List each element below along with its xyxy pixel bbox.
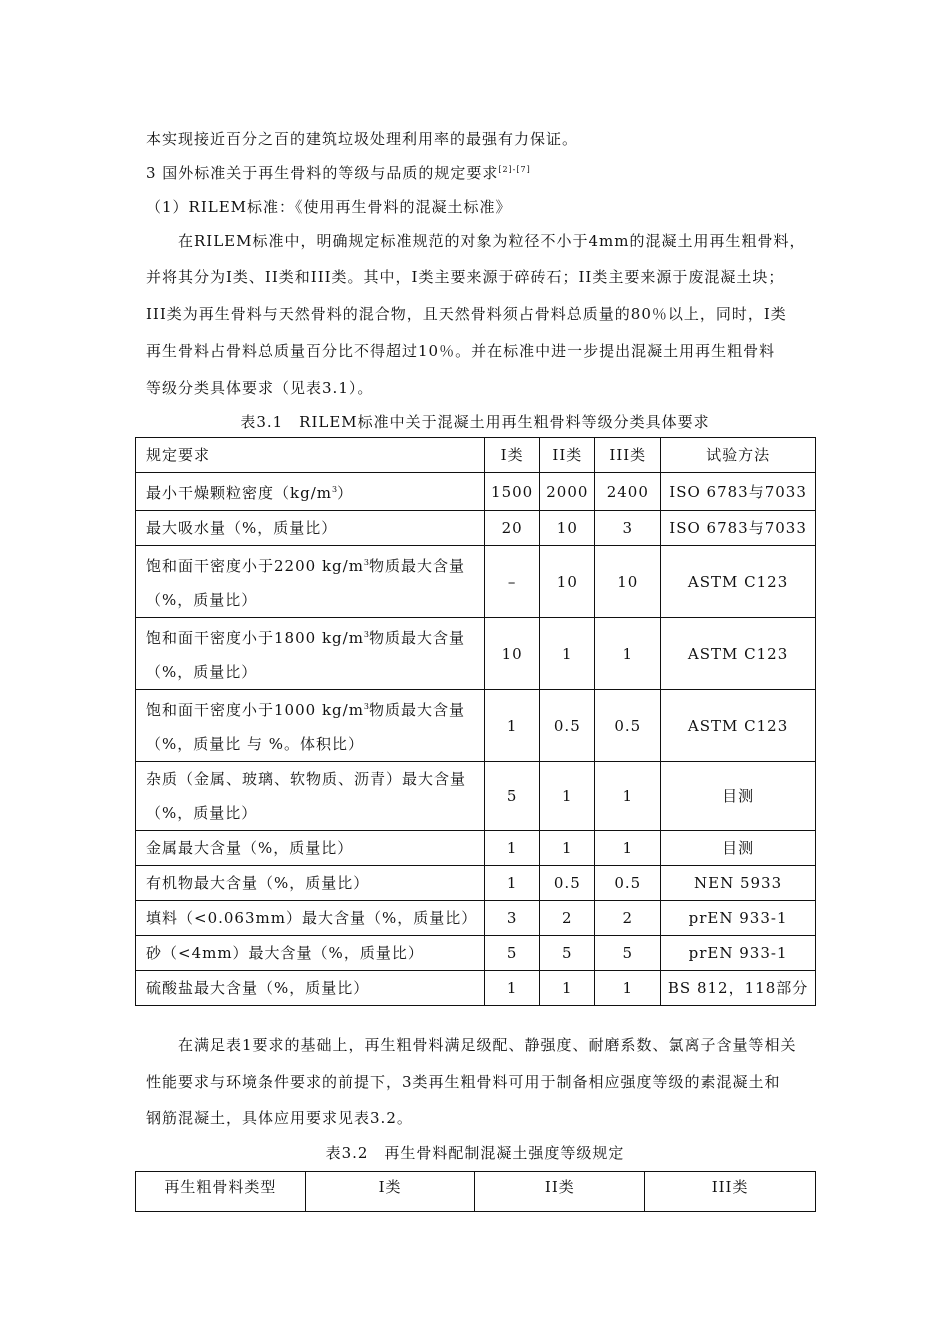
table1-requirement-cell: [136, 618, 485, 690]
requirement-text: 填料（<0.063mm）最大含量（%，质量比）: [146, 909, 478, 927]
table1-value-cell: 1: [540, 618, 595, 690]
subheading-rilem: （1）RILEM标准：《使用再生骨料的混凝土标准》: [146, 198, 512, 216]
requirement-text: 硫酸盐最大含量（%，质量比）: [146, 979, 370, 997]
table1-header-cell: III类: [595, 438, 661, 473]
requirement-text: 饱和面干密度小于1000 kg/m: [146, 701, 364, 719]
table1-header-cell: 规定要求: [136, 438, 485, 473]
table1-row: [136, 901, 816, 936]
table1-requirement-cell: [136, 901, 485, 936]
table1-requirement-cell: [136, 866, 485, 901]
table2: [135, 1171, 816, 1212]
table1-header-cell: 试验方法: [661, 438, 816, 473]
table1-value-cell: 1: [485, 690, 540, 762]
paragraph-line: 在RILEM标准中，明确规定标准规范的对象为粒径不小于4mm的混凝土用再生粗骨料，: [178, 232, 806, 250]
table2-caption: 表3.2 再生骨料配制混凝土强度等级规定: [325, 1144, 625, 1162]
table1-value-cell: 2000: [540, 473, 595, 511]
table1-header-row: [136, 438, 816, 473]
table1-value-cell: 2400: [595, 473, 661, 511]
table1-header-cell: II类: [540, 438, 595, 473]
table1-row: [136, 936, 816, 971]
requirement-text-tail: 物质最大含量: [369, 629, 466, 647]
table1-header-cell: I类: [485, 438, 540, 473]
table1-value-cell: 1500: [485, 473, 540, 511]
requirement-text: 饱和面干密度小于1800 kg/m: [146, 629, 364, 647]
table1-row: [136, 971, 816, 1006]
unit-superscript: 3: [331, 485, 338, 494]
requirement-text: 最小干燥颗粒密度（kg/m: [146, 484, 332, 502]
table2-header-row: [136, 1172, 816, 1212]
table1-value-cell: 5: [485, 936, 540, 971]
paragraph-line: 在满足表1要求的基础上，再生粗骨料满足级配、静强度、耐磨系数、氯离子含量等相关: [178, 1036, 797, 1054]
table1-row: [136, 831, 816, 866]
table1-row: [136, 511, 816, 546]
table1-value-cell: 3: [485, 901, 540, 936]
table1-method-cell: prEN 933-1: [661, 936, 816, 971]
table1-row: [136, 618, 816, 690]
table1-requirement-cell: [136, 546, 485, 618]
table1-method-cell: ASTM C123: [661, 546, 816, 618]
requirement-line: [146, 546, 478, 583]
requirement-text-tail: 物质最大含量: [369, 701, 466, 719]
table1-method-cell: ISO 6783与7033: [661, 511, 816, 546]
table1-value-cell: 1: [485, 971, 540, 1006]
table1-row: [136, 473, 816, 511]
table1-value-cell: 1: [595, 831, 661, 866]
requirement-line: [146, 618, 478, 655]
unit-superscript: 3: [363, 630, 370, 639]
table1-value-cell: 1: [595, 618, 661, 690]
table1-requirement-cell: [136, 936, 485, 971]
table1-value-cell: 1: [485, 866, 540, 901]
paragraph-line: 等级分类具体要求（见表3.1）。: [146, 379, 374, 397]
table1-requirement-cell: [136, 690, 485, 762]
requirement-line: [146, 511, 478, 545]
table1-method-cell: ASTM C123: [661, 618, 816, 690]
table2-header-cell: 再生粗骨料类型: [136, 1172, 306, 1212]
table1-value-cell: 10: [540, 511, 595, 546]
table1-value-cell: 1: [485, 831, 540, 866]
table1-value-cell: 0.5: [595, 866, 661, 901]
table1-value-cell: 0.5: [540, 690, 595, 762]
paragraph-line: III类为再生骨料与天然骨料的混合物，且天然骨料须占骨料总质量的80％以上，同时，I类: [146, 305, 787, 323]
table1-value-cell: 0.5: [540, 866, 595, 901]
table1-value-cell: 20: [485, 511, 540, 546]
table1-requirement-cell: [136, 511, 485, 546]
table2-header-cell: III类: [645, 1172, 816, 1212]
table1-method-cell: ASTM C123: [661, 690, 816, 762]
requirement-line: [146, 936, 478, 970]
table1-method-cell: ISO 6783与7033: [661, 473, 816, 511]
requirement-line: [146, 831, 478, 865]
table1-value-cell: 1: [595, 971, 661, 1006]
table1-value-cell: 1: [540, 971, 595, 1006]
requirement-line: [146, 762, 478, 796]
requirement-line: [146, 690, 478, 727]
table1-requirement-cell: [136, 762, 485, 831]
table2-header-cell: I类: [305, 1172, 475, 1212]
table1-row: [136, 866, 816, 901]
table1-value-cell: 2: [595, 901, 661, 936]
table1-method-cell: BS 812，118部分: [661, 971, 816, 1006]
table1-value-cell: 3: [595, 511, 661, 546]
section-heading-citation: [2]-[7]: [498, 165, 531, 174]
table1-caption: 表3.1 RILEM标准中关于混凝土用再生粗骨料等级分类具体要求: [240, 413, 710, 431]
table1-value-cell: 10: [540, 546, 595, 618]
paragraph-intro-tail: 本实现接近百分之百的建筑垃圾处理利用率的最强有力保证。: [146, 130, 579, 148]
paragraph-line: 钢筋混凝土，具体应用要求见表3.2。: [146, 1109, 413, 1127]
requirement-line-2: （%，质量比 与 %。体积比）: [146, 735, 365, 753]
table1-value-cell: 0.5: [595, 690, 661, 762]
table1-method-cell: 目测: [661, 831, 816, 866]
table1-value-cell: –: [485, 546, 540, 618]
table1-row: [136, 690, 816, 762]
requirement-line-2: （%，质量比）: [146, 591, 258, 609]
requirement-line: [146, 866, 478, 900]
unit-superscript: 3: [363, 558, 370, 567]
table1-value-cell: 5: [595, 936, 661, 971]
requirement-line: [146, 971, 478, 1005]
table1-row: [136, 762, 816, 831]
table1-row: [136, 546, 816, 618]
paragraph-line: 再生骨料占骨料总质量百分比不得超过10％。并在标准中进一步提出混凝土用再生粗骨料: [146, 342, 776, 360]
requirement-text: 有机物最大含量（%，质量比）: [146, 874, 370, 892]
table1-value-cell: 10: [595, 546, 661, 618]
table1-value-cell: 5: [485, 762, 540, 831]
table1-method-cell: 目测: [661, 762, 816, 831]
table1-requirement-cell: [136, 473, 485, 511]
paragraph-line: 性能要求与环境条件要求的前提下，3类再生粗骨料可用于制备相应强度等级的素混凝土和: [146, 1073, 781, 1091]
table1-value-cell: 1: [540, 831, 595, 866]
table1-value-cell: 10: [485, 618, 540, 690]
requirement-text-tail: ）: [337, 484, 354, 502]
table1-value-cell: 1: [595, 762, 661, 831]
requirement-line-2: （%，质量比）: [146, 663, 258, 681]
requirement-line: [146, 901, 478, 935]
section-heading: [146, 162, 531, 183]
paragraph-line: 并将其分为I类、II类和III类。其中，I类主要来源于碎砖石；II类主要来源于废混凝土块；: [146, 268, 785, 286]
table1-value-cell: 1: [540, 762, 595, 831]
section-heading-text: 3 国外标准关于再生骨料的等级与品质的规定要求: [146, 164, 499, 182]
requirement-text-tail: 物质最大含量: [369, 557, 466, 575]
requirement-text: 砂（<4mm）最大含量（%，质量比）: [146, 944, 424, 962]
unit-superscript: 3: [363, 702, 370, 711]
table1-requirement-cell: [136, 971, 485, 1006]
table1-method-cell: prEN 933-1: [661, 901, 816, 936]
table1-method-cell: NEN 5933: [661, 866, 816, 901]
table2-header-cell: II类: [475, 1172, 645, 1212]
table1: [135, 437, 816, 1006]
requirement-text: 最大吸水量（%，质量比）: [146, 519, 338, 537]
table1-requirement-cell: [136, 831, 485, 866]
requirement-line: [146, 473, 478, 510]
requirement-text: 杂质（金属、玻璃、软物质、沥青）最大含量: [146, 770, 467, 788]
table1-value-cell: 2: [540, 901, 595, 936]
table1-value-cell: 5: [540, 936, 595, 971]
requirement-text: 饱和面干密度小于2200 kg/m: [146, 557, 364, 575]
requirement-line-2: （%，质量比）: [146, 804, 258, 822]
requirement-text: 金属最大含量（%，质量比）: [146, 839, 354, 857]
